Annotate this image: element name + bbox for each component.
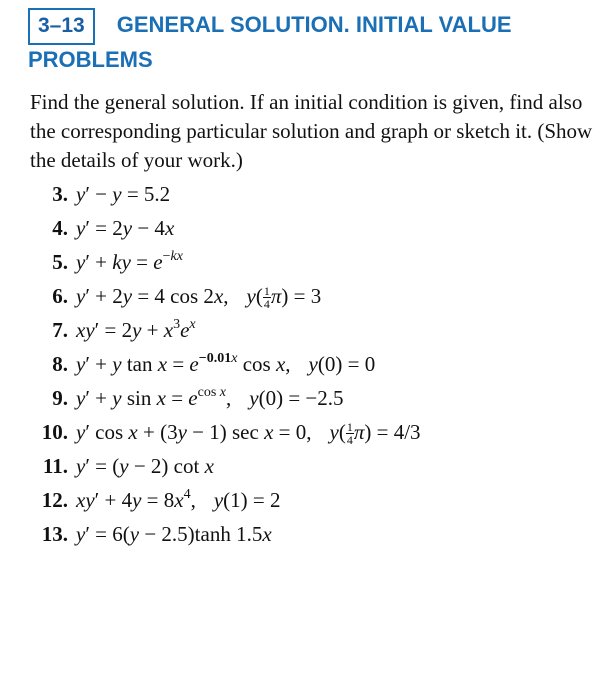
problem-number: 9. — [52, 386, 68, 410]
problem-3 — [28, 177, 603, 211]
equation: y′ = (y − 2) cot x — [76, 454, 214, 478]
initial-condition: y(0) = −2.5 — [249, 386, 344, 410]
problem-11 — [28, 449, 603, 483]
problem-10 — [28, 415, 603, 449]
problem-number: 13. — [41, 522, 68, 546]
equation: y′ + y $\tan x = e^{-0.01x}$ cos x, — [76, 351, 291, 376]
equation: y′ = 6(y − 2.5)tanh 1.5x — [76, 522, 272, 546]
instructions-paragraph: Find the general solution. If an initial condition is given, find also the corresponding particular solution and graph or sketch it. (Show the details of your work.) — [30, 90, 593, 172]
problem-number: 10. — [41, 420, 68, 444]
initial-condition: y(1) = 2 — [213, 488, 281, 512]
section-title-line-2: PROBLEMS — [28, 47, 153, 72]
initial-condition: y( $\frac{1}{4}$ π) = 3 — [246, 284, 322, 311]
problem-number: 7. — [52, 318, 68, 342]
problem-number: 5. — [52, 250, 68, 274]
equation: y′ + ky = $e^{-kx}$ — [76, 249, 183, 274]
problem-number: 6. — [52, 284, 68, 308]
problem-number: 8. — [52, 352, 68, 376]
section-heading — [28, 8, 603, 73]
equation: y′ + 2y = 4 cos 2x, — [76, 284, 229, 308]
problem-4 — [28, 211, 603, 245]
equation: y′ = 2y − 4x — [76, 216, 175, 240]
section-title-line-1: GENERAL SOLUTION. INITIAL VALUE — [116, 12, 512, 37]
problem-6 — [28, 279, 603, 313]
equation: y′ − y = 5.2 — [76, 182, 171, 206]
problem-13 — [28, 517, 603, 551]
problem-number: 3. — [52, 182, 68, 206]
equation: y′ + y $\sin x = e^{cos x}$, — [76, 385, 232, 410]
equation: $xy' + 4y = 8x^4$, — [76, 487, 196, 512]
initial-condition: y( $\frac{1}{4}$ π) = 4/3 — [329, 420, 421, 447]
problem-9 — [28, 381, 603, 415]
problem-7 — [28, 313, 603, 347]
problem-range-box: 3–13 — [28, 8, 95, 45]
equation: y′ cos x + (3y − 1) sec x = 0, — [76, 420, 312, 444]
equation: $xy' = 2y + x^3e^x$ — [76, 317, 196, 342]
problem-12 — [28, 483, 603, 517]
problem-5 — [28, 245, 603, 279]
problem-list — [28, 177, 603, 551]
initial-condition: y(0) = 0 — [308, 352, 376, 376]
problem-number: 12. — [41, 488, 68, 512]
problem-number: 11. — [42, 454, 68, 478]
problem-8 — [28, 347, 603, 381]
problem-number: 4. — [52, 216, 68, 240]
